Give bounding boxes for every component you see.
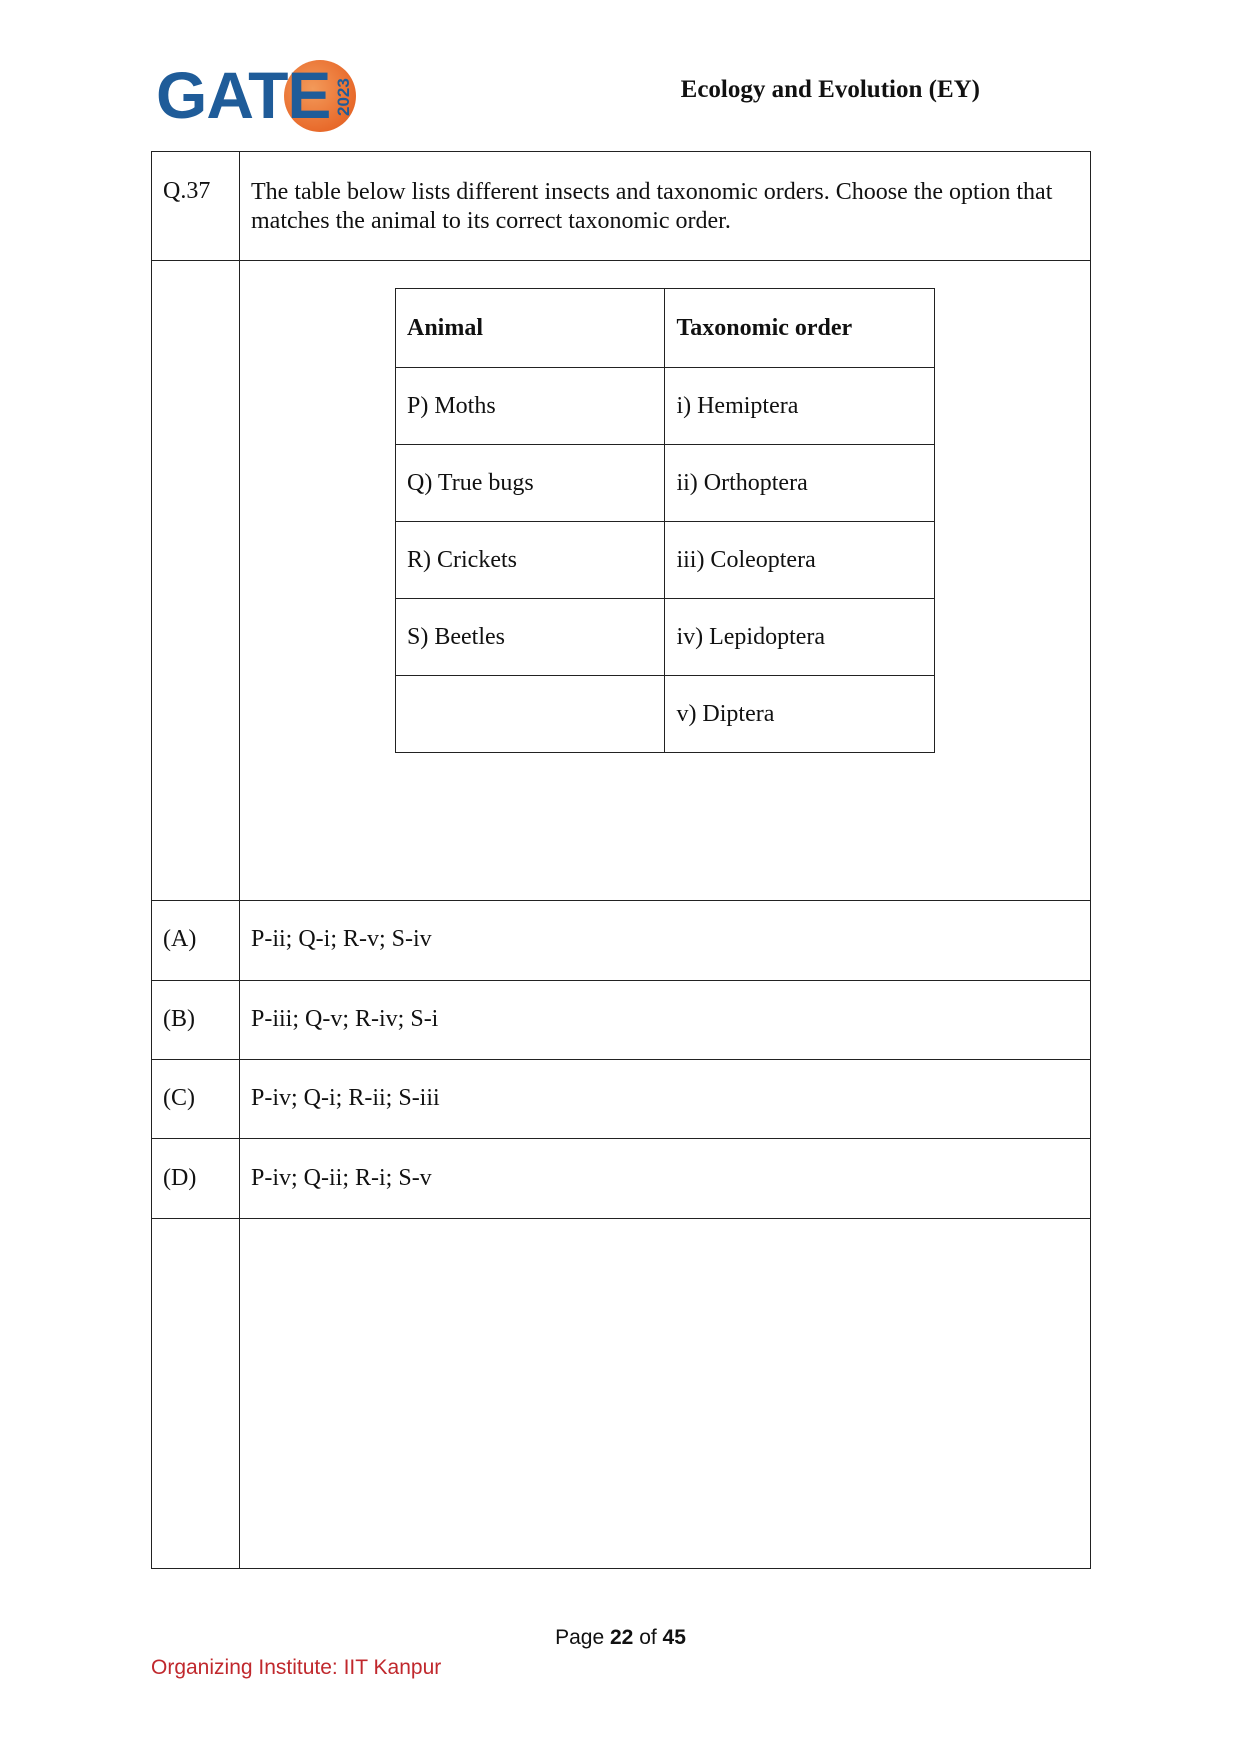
- animal-cell: S) Beetles: [396, 599, 665, 676]
- row-divider: [152, 1059, 1090, 1060]
- animal-cell: R) Crickets: [396, 522, 665, 599]
- option-b-text: P-iii; Q-v; R-iv; S-i: [251, 1006, 439, 1032]
- order-cell: i) Hemiptera: [665, 368, 935, 445]
- match-table: [395, 288, 935, 753]
- page-prefix: Page: [555, 1626, 605, 1649]
- order-cell: v) Diptera: [665, 676, 935, 753]
- page-number: [0, 1626, 1241, 1650]
- row-divider: [152, 980, 1090, 981]
- table-header: Taxonomic order: [665, 289, 935, 368]
- row-divider: [152, 260, 1090, 261]
- option-a-label: (A): [163, 926, 197, 952]
- table-row: [396, 599, 935, 676]
- row-divider: [152, 1218, 1090, 1219]
- option-c-label: (C): [163, 1085, 195, 1111]
- page-sep: of: [639, 1626, 657, 1649]
- gate-logo: [156, 58, 356, 138]
- table-row: [396, 445, 935, 522]
- animal-cell: [396, 676, 665, 753]
- option-d-text: P-iv; Q-ii; R-i; S-v: [251, 1165, 432, 1191]
- logo-text: GATE: [156, 58, 331, 132]
- animal-cell: Q) True bugs: [396, 445, 665, 522]
- animal-cell: P) Moths: [396, 368, 665, 445]
- question-box: [151, 151, 1091, 1569]
- question-text: The table below lists different insects and taxonomic orders. Choose the option that matches the animal to its correct taxonomic order.: [251, 179, 1053, 234]
- option-d-label: (D): [163, 1165, 197, 1191]
- row-divider: [152, 1138, 1090, 1139]
- page-current: 22: [609, 1626, 634, 1649]
- organizer-text: Organizing Institute: IIT Kanpur: [151, 1656, 442, 1679]
- option-a-text: P-ii; Q-i; R-v; S-iv: [251, 926, 432, 952]
- order-cell: ii) Orthoptera: [665, 445, 935, 522]
- table-row: [396, 676, 935, 753]
- column-divider: [239, 152, 240, 1568]
- page-total: 45: [662, 1626, 686, 1649]
- option-c-text: P-iv; Q-i; R-ii; S-iii: [251, 1085, 440, 1111]
- table-row: [396, 368, 935, 445]
- question-number: Q.37: [163, 178, 211, 204]
- table-header-row: [396, 289, 935, 368]
- row-divider: [152, 900, 1090, 901]
- order-cell: iv) Lepidoptera: [665, 599, 935, 676]
- option-b-label: (B): [163, 1006, 195, 1032]
- logo-year: 2023: [334, 78, 353, 116]
- order-cell: iii) Coleoptera: [665, 522, 935, 599]
- table-header: Animal: [396, 289, 665, 368]
- subject-title: Ecology and Evolution (EY): [680, 76, 980, 103]
- table-row: [396, 522, 935, 599]
